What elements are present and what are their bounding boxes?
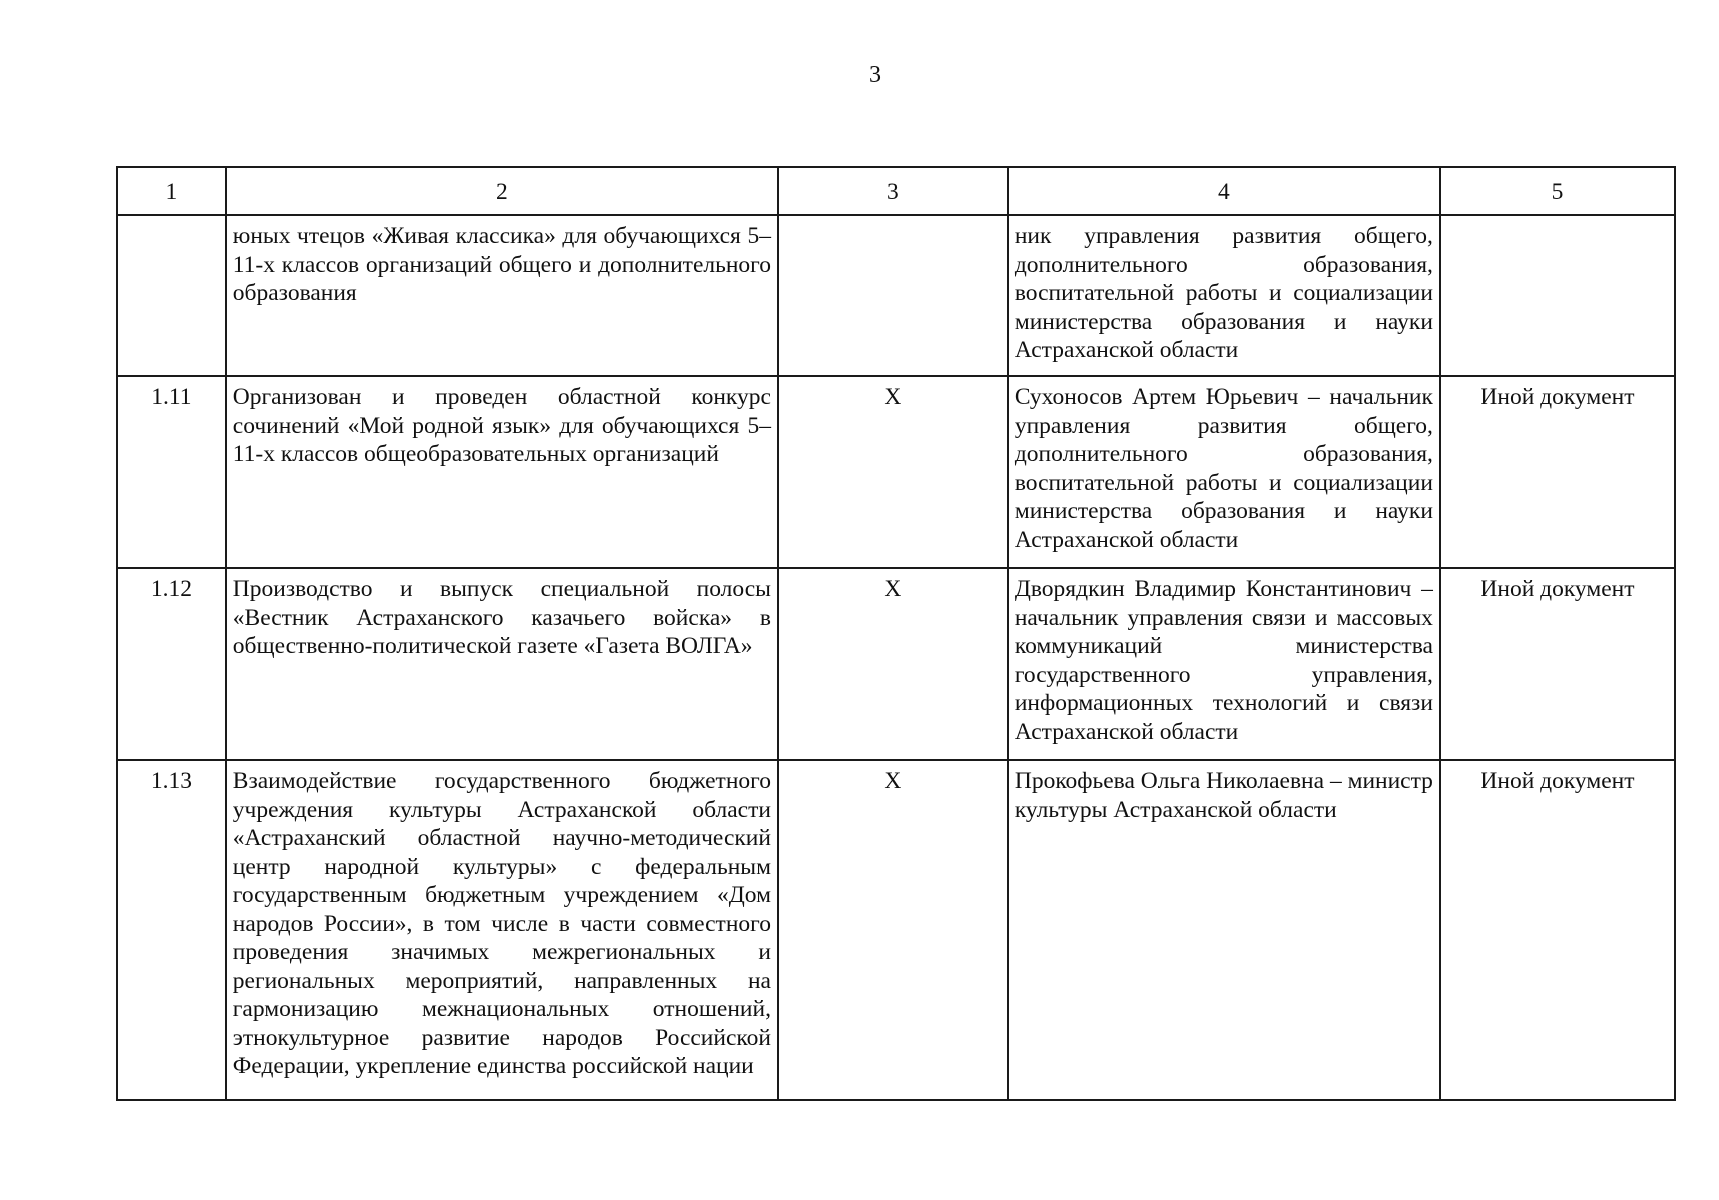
- mark-cell: Х: [778, 376, 1008, 568]
- table-header-row: [117, 167, 1675, 215]
- column-header-2: 2: [226, 167, 778, 215]
- document-type: Иной документ: [1440, 760, 1675, 1100]
- responsible-person: Дворядкин Владимир Константинович – начальник управления связи и массовых коммуникаций министерства государственного управления, информационных технологий и связи Астраханской области: [1008, 568, 1440, 760]
- mark-cell: Х: [778, 568, 1008, 760]
- document-type: [1440, 215, 1675, 376]
- column-header-5: 5: [1440, 167, 1675, 215]
- row-number: 1.11: [117, 376, 226, 568]
- document-type: Иной документ: [1440, 568, 1675, 760]
- column-header-1: 1: [117, 167, 226, 215]
- row-number: 1.12: [117, 568, 226, 760]
- column-header-4: 4: [1008, 167, 1440, 215]
- event-description: юных чтецов «Живая классика» для обучающихся 5–11-х классов организаций общего и дополнительного образования: [226, 215, 778, 376]
- table-row: [117, 215, 1675, 376]
- mark-cell: Х: [778, 760, 1008, 1100]
- table-row: [117, 760, 1675, 1100]
- table-row: [117, 376, 1675, 568]
- document-type: Иной документ: [1440, 376, 1675, 568]
- mark-cell: [778, 215, 1008, 376]
- event-description: Производство и выпуск специальной полосы «Вестник Астраханского казачьего войска» в общественно-политической газете «Газета ВОЛГА»: [226, 568, 778, 760]
- responsible-person: ник управления развития общего, дополнительного образования, воспитательной работы и социализации министерства образования и науки Астраханской области: [1008, 215, 1440, 376]
- event-description: Организован и проведен областной конкурс сочинений «Мой родной язык» для обучающихся 5–11-х классов общеобразовательных организаций: [226, 376, 778, 568]
- row-number: 1.13: [117, 760, 226, 1100]
- column-header-3: 3: [778, 167, 1008, 215]
- table-row: [117, 568, 1675, 760]
- page-number: 3: [869, 62, 881, 88]
- responsible-person: Прокофьева Ольга Николаевна – министр культуры Астраханской области: [1008, 760, 1440, 1100]
- plan-table: [116, 166, 1676, 1101]
- event-description: Взаимодействие государственного бюджетного учреждения культуры Астраханской области «Астраханский областной научно-методический центр народной культуры» с федеральным государственным бюджетным учреждением «Дом народов России», в том числе в части совместного проведения значимых межрегиональных и региональных мероприятий, направленных на гармонизацию межнациональных отношений, этнокультурное развитие народов Российской Федерации, укрепление единства российской нации: [226, 760, 778, 1100]
- responsible-person: Сухоносов Артем Юрьевич – начальник управления развития общего, дополнительного образования, воспитательной работы и социализации министерства образования и науки Астраханской области: [1008, 376, 1440, 568]
- row-number: [117, 215, 226, 376]
